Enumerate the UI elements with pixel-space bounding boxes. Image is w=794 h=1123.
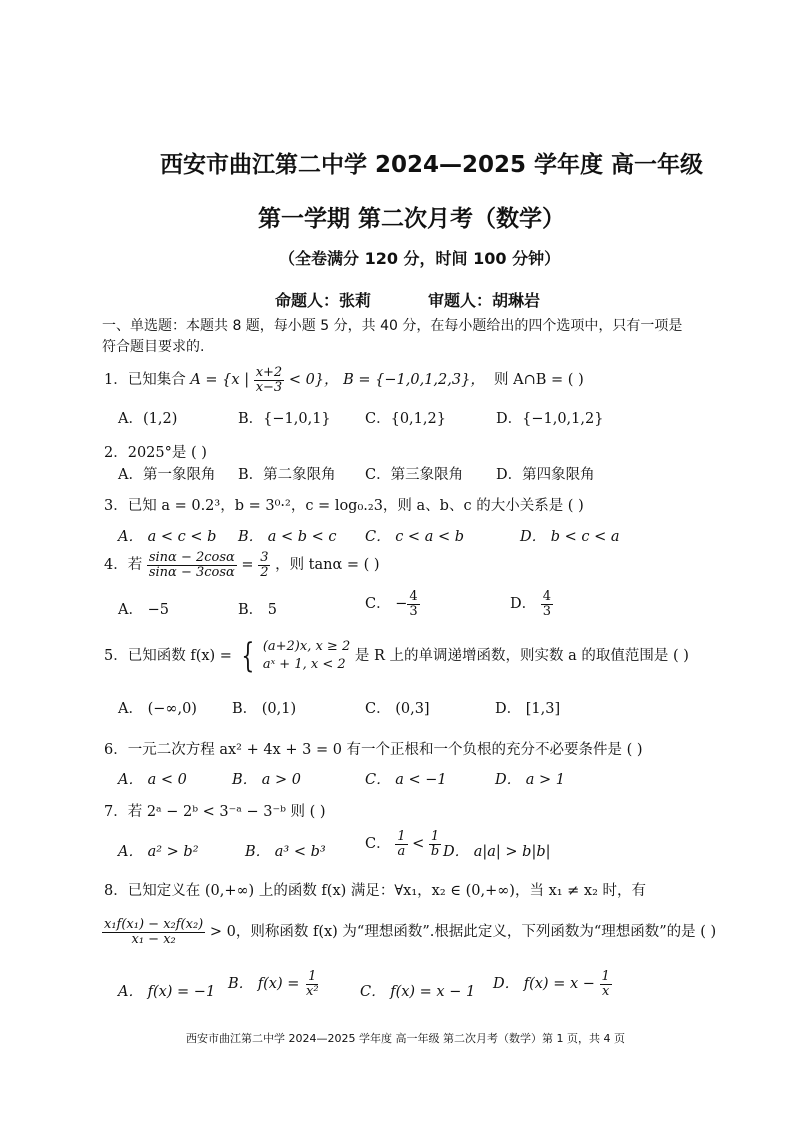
question-6-stem: 6．一元二次方程 ax² + 4x + 3 = 0 有一个正根和一个负根的充分不必要条件是 ( ) — [104, 742, 643, 758]
question-5-option-a: A． (−∞,0) — [118, 701, 197, 717]
question-5-stem: 5．已知函数 f(x) = { (a+2)x, x ≥ 2 aˣ + 1, x < 2 是 R 上的单调递增函数，则实数 a 的取值范围是 ( ) — [104, 636, 689, 676]
question-1-option-b: B．{−1,0,1} — [238, 411, 331, 427]
question-1-option-a: A．(1,2) — [118, 411, 178, 427]
question-6-option-a: A． a < 0 — [118, 772, 187, 788]
question-7-stem: 7．若 2ᵃ − 2ᵇ < 3⁻ᵃ − 3⁻ᵇ 则 ( ) — [104, 804, 326, 820]
question-2-option-c: C．第三象限角 — [365, 467, 464, 483]
question-2-option-d: D．第四象限角 — [496, 467, 595, 483]
question-2-option-a: A．第一象限角 — [118, 467, 216, 483]
question-5-option-b: B． (0,1) — [232, 701, 297, 717]
question-1-option-d: D．{−1,0,1,2} — [496, 411, 604, 427]
author-line: 命题人：张莉 — [275, 291, 372, 310]
question-3-stem: 3．已知 a = 0.2³，b = 3⁰·²，c = log₀.₂3，则 a、b、c 的大小关系是 ( ) — [104, 498, 584, 514]
question-4-option-d: D． $\frac{4}{3}$ — [510, 589, 552, 619]
question-4-option-c: C． − $\frac{4}{3}$ — [365, 589, 418, 619]
exam-note: （全卷满分 120 分，时间 100 分钟） — [279, 249, 561, 268]
question-7-option-a: A． a² > b² — [118, 844, 199, 860]
question-8-option-d: D． f(x) = x − $\frac{1}{x}$ — [493, 969, 610, 999]
section-heading-line1: 一、单选题：本题共 8 题，每小题 5 分，共 40 分，在每小题给出的四个选项中，只有一项是 — [102, 318, 683, 334]
question-4-option-b: B． 5 — [238, 602, 277, 618]
question-4-option-a: A． −5 — [118, 602, 169, 618]
question-6-option-d: D． a > 1 — [495, 772, 565, 788]
question-7-option-b: B． a³ < b³ — [245, 844, 326, 860]
page-title: 西安市曲江第二中学 2024—2025 学年度 高一年级 — [160, 152, 704, 178]
question-8-line2: $\frac{\text{x₁f(x₁) − x₂f(x₂)}}{\text{x₁ − x₂}}$ > 0，则称函数 f(x) 为“理想函数”.根据此定义，下列函数为“理想函数”的是 ( ) — [104, 917, 717, 947]
question-1-stem: 1．已知集合 A = {x | $\frac{x+2}{x-3}$ < 0}， B = {−1,0,1,2,3}， 则 A∩B = ( ) — [104, 365, 584, 395]
section-heading-line2: 符合题目要求的. — [102, 339, 205, 355]
page-subtitle: 第一学期 第二次月考（数学） — [258, 206, 566, 232]
question-3-option-d: D． b < c < a — [520, 529, 620, 545]
question-7-option-d: D． a|a| > b|b| — [443, 844, 551, 860]
question-7-option-c: C． $\frac{1}{a}$ < $\frac{1}{b}$ — [365, 829, 440, 859]
question-3-option-a: A． a < c < b — [118, 529, 217, 545]
question-5-option-c: C． (0,3] — [365, 701, 430, 717]
question-1-option-c: C．{0,1,2} — [365, 411, 446, 427]
question-4-stem: 4．若 $\frac{\sin\alpha - 2\cos\alpha}{\sin\alpha - 3\cos\alpha}$ = $\frac{3}{2}$ ，则 tanα = ( ) — [104, 550, 380, 580]
reviewer-line: 审题人：胡琳岩 — [428, 291, 541, 310]
question-8-option-a: A． f(x) = −1 — [118, 984, 216, 1000]
page-footer: 西安市曲江第二中学 2024—2025 学年度 高一年级 第二次月考（数学）第 1 页，共 4 页 — [186, 1032, 625, 1045]
question-2-option-b: B．第二象限角 — [238, 467, 336, 483]
question-6-option-c: C． a < −1 — [365, 772, 447, 788]
question-8-option-b: B． f(x) = $\frac{1}{\text{x²}}$ — [228, 969, 319, 999]
question-8-line1: 8．已知定义在 (0,+∞) 上的函数 f(x) 满足：∀x₁，x₂ ∈ (0,+∞)，当 x₁ ≠ x₂ 时，有 — [104, 883, 647, 899]
question-8-option-c: C． f(x) = x − 1 — [360, 984, 476, 1000]
question-3-option-b: B． a < b < c — [238, 529, 337, 545]
question-3-option-c: C． c < a < b — [365, 529, 464, 545]
question-6-option-b: B． a > 0 — [232, 772, 302, 788]
question-2-stem: 2．2025°是 ( ) — [104, 445, 207, 461]
question-5-option-d: D． [1,3] — [495, 701, 561, 717]
